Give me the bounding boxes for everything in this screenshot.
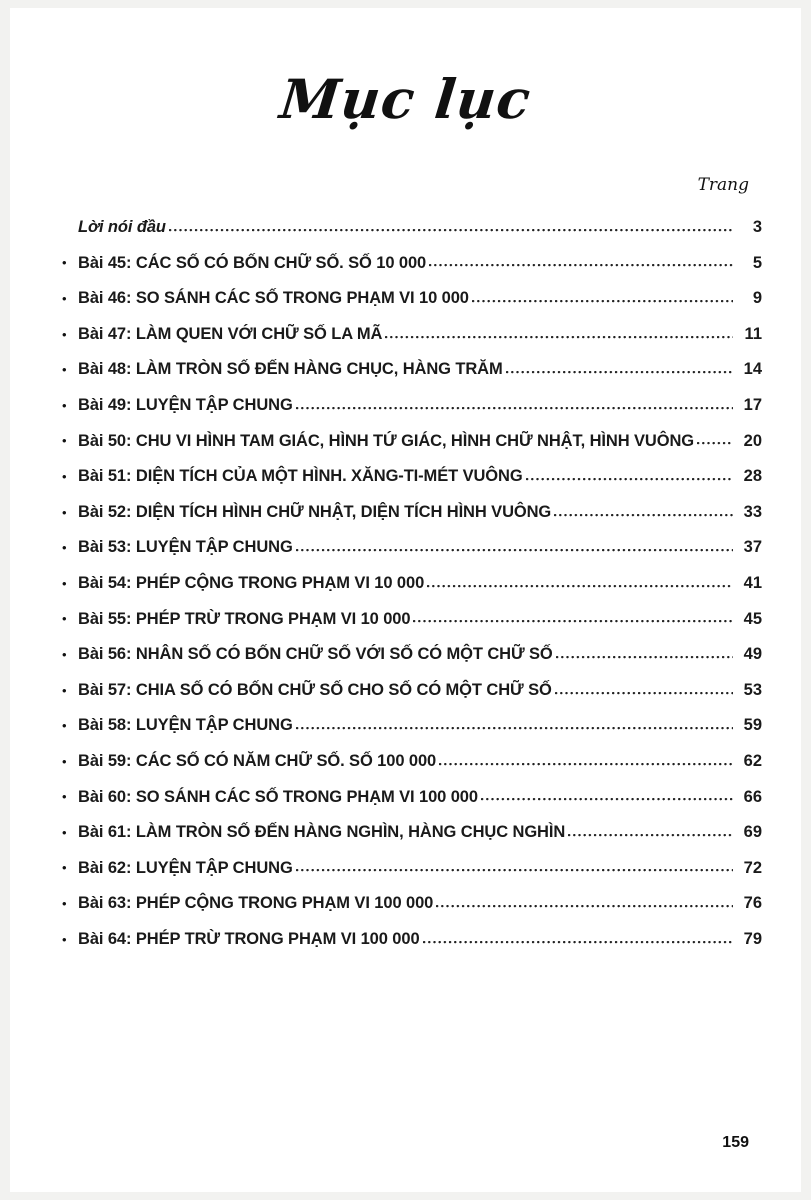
bullet-icon: • (62, 718, 67, 734)
toc-leader-dots (413, 620, 733, 626)
toc-leader-dots (506, 371, 733, 377)
toc-entry-label: Bài 55: PHÉP TRỪ TRONG PHẠM VI 10 000 (78, 609, 411, 628)
toc-leader-dots (385, 336, 733, 342)
toc-entry-label: Bài 50: CHU VI HÌNH TAM GIÁC, HÌNH TỨ GIÁC, HÌNH CHỮ NHẬT, HÌNH VUÔNG (78, 431, 695, 450)
toc-entry[interactable] (62, 574, 762, 594)
toc-entry-label: Bài 48: LÀM TRÒN SỐ ĐẾN HÀNG CHỤC, HÀNG TRĂM (78, 360, 503, 379)
toc-entry-page-number: 9 (752, 289, 762, 308)
toc-entry-page-number: 37 (743, 538, 762, 557)
toc-entry-label: Bài 61: LÀM TRÒN SỐ ĐẾN HÀNG NGHÌN, HÀNG CHỤC NGHÌN (78, 823, 566, 842)
bullet-icon: • (62, 896, 67, 912)
bullet-icon: • (62, 255, 67, 271)
toc-entry[interactable] (62, 431, 762, 451)
toc-entry-page-number: 62 (743, 751, 762, 770)
toc-entry[interactable] (62, 253, 762, 273)
bullet-icon: • (62, 753, 67, 769)
toc-entry[interactable] (62, 752, 762, 772)
toc-entry-page-number: 17 (743, 395, 762, 414)
toc-entry[interactable] (62, 467, 762, 487)
toc-entry[interactable] (62, 930, 762, 950)
bullet-icon: • (62, 504, 67, 520)
toc-entry[interactable] (62, 823, 762, 843)
toc-entry-page-number: 3 (752, 218, 762, 236)
toc-entry[interactable] (62, 538, 762, 558)
toc-entry[interactable] (62, 325, 762, 345)
page-edge-bottom (0, 1192, 811, 1200)
toc-entry-page-number: 76 (743, 894, 762, 913)
toc-entry-page-number: 28 (743, 467, 762, 486)
toc-entry-label: Bài 59: CÁC SỐ CÓ NĂM CHỮ SỐ. SỐ 100 000 (78, 751, 437, 770)
toc-entry-label: Bài 49: LUYỆN TẬP CHUNG (78, 395, 293, 414)
toc-entry[interactable] (62, 787, 762, 807)
toc-entry[interactable] (62, 894, 762, 914)
toc-entry-label: Bài 63: PHÉP CỘNG TRONG PHẠM VI 100 000 (78, 894, 434, 913)
toc-entry[interactable] (62, 716, 762, 736)
toc-entry-label: Bài 57: CHIA SỐ CÓ BỐN CHỮ SỐ CHO SỐ CÓ MỘT CHỮ SỐ (78, 680, 552, 699)
table-of-contents (62, 218, 762, 965)
toc-entry-label: Bài 46: SO SÁNH CÁC SỐ TRONG PHẠM VI 10 000 (78, 289, 469, 308)
bullet-icon: • (62, 824, 67, 840)
toc-entry-page-number: 45 (743, 609, 762, 628)
toc-entry[interactable] (62, 289, 762, 309)
toc-entry[interactable] (62, 503, 762, 523)
toc-entry-page-number: 14 (743, 360, 762, 379)
toc-entry-page-number: 20 (743, 431, 762, 450)
toc-leader-dots (697, 442, 733, 448)
toc-entry-label: Bài 47: LÀM QUEN VỚI CHỮ SỐ LA MÃ (78, 324, 383, 343)
bullet-icon: • (62, 611, 67, 627)
bullet-icon: • (62, 682, 67, 698)
toc-entry-label: Bài 45: CÁC SỐ CÓ BỐN CHỮ SỐ. SỐ 10 000 (78, 253, 427, 272)
bullet-icon: • (62, 540, 67, 556)
toc-entry-label: Bài 52: DIỆN TÍCH HÌNH CHỮ NHẬT, DIỆN TÍCH HÌNH VUÔNG (78, 502, 552, 521)
toc-entry[interactable] (62, 645, 762, 665)
toc-leader-dots (555, 692, 733, 698)
toc-entry-label: Bài 54: PHÉP CỘNG TRONG PHẠM VI 10 000 (78, 573, 425, 592)
bullet-icon: • (62, 575, 67, 591)
toc-leader-dots (296, 869, 733, 875)
toc-entry[interactable] (62, 218, 762, 238)
toc-entry-page-number: 72 (743, 858, 762, 877)
bullet-icon: • (62, 468, 67, 484)
toc-entry-label: Lời nói đầu (78, 218, 166, 236)
toc-entry[interactable] (62, 609, 762, 629)
bullet-icon: • (62, 931, 67, 947)
toc-entry-page-number: 53 (743, 680, 762, 699)
bullet-icon: • (62, 397, 67, 413)
toc-entry[interactable] (62, 360, 762, 380)
toc-entry-label: Bài 64: PHÉP TRỪ TRONG PHẠM VI 100 000 (78, 929, 420, 948)
toc-entry-page-number: 11 (744, 324, 762, 343)
toc-entry-label: Bài 51: DIỆN TÍCH CỦA MỘT HÌNH. XĂNG-TI-MÉT VUÔNG (78, 467, 523, 486)
toc-entry-page-number: 49 (743, 645, 762, 664)
toc-leader-dots (526, 478, 733, 484)
page-edge-top (0, 0, 811, 8)
toc-entry-label: Bài 60: SO SÁNH CÁC SỐ TRONG PHẠM VI 100 000 (78, 787, 478, 806)
toc-entry[interactable] (62, 681, 762, 701)
toc-leader-dots (568, 834, 733, 840)
toc-entry-page-number: 33 (743, 502, 762, 521)
page-column-header: Trang (697, 175, 749, 195)
toc-leader-dots (439, 763, 733, 769)
toc-leader-dots (427, 585, 733, 591)
toc-leader-dots (296, 727, 733, 733)
toc-leader-dots (296, 407, 733, 413)
toc-entry-page-number: 79 (743, 929, 762, 948)
toc-entry[interactable] (62, 396, 762, 416)
page-title: Mục lục (277, 67, 535, 131)
bullet-icon: • (62, 290, 67, 306)
toc-entry-page-number: 5 (752, 253, 762, 272)
bullet-icon: • (62, 433, 67, 449)
toc-entry-label: Bài 58: LUYỆN TẬP CHUNG (78, 716, 293, 735)
toc-leader-dots (556, 656, 733, 662)
toc-leader-dots (436, 905, 733, 911)
toc-leader-dots (423, 941, 733, 947)
bullet-icon: • (62, 362, 67, 378)
bullet-icon: • (62, 326, 67, 342)
bullet-icon: • (62, 789, 67, 805)
page-edge-right (801, 0, 811, 1200)
page-edge-left (0, 0, 10, 1200)
toc-entry-page-number: 66 (743, 787, 762, 806)
bullet-icon: • (62, 646, 67, 662)
toc-entry-label: Bài 62: LUYỆN TẬP CHUNG (78, 858, 293, 877)
toc-entry-label: Bài 56: NHÂN SỐ CÓ BỐN CHỮ SỐ VỚI SỐ CÓ MỘT CHỮ SỐ (78, 645, 553, 664)
bullet-icon: • (62, 860, 67, 876)
toc-leader-dots (472, 300, 733, 306)
toc-entry-page-number: 41 (743, 573, 762, 592)
toc-leader-dots (429, 264, 733, 270)
toc-entry-page-number: 69 (743, 823, 762, 842)
folio-number: 159 (722, 1134, 749, 1151)
toc-entry[interactable] (62, 858, 762, 878)
toc-leader-dots (554, 514, 733, 520)
toc-entry-label: Bài 53: LUYỆN TẬP CHUNG (78, 538, 293, 557)
toc-leader-dots (296, 549, 733, 555)
toc-leader-dots (169, 229, 733, 235)
toc-entry-page-number: 59 (743, 716, 762, 735)
toc-leader-dots (481, 798, 733, 804)
page-title-wrap (0, 67, 811, 131)
